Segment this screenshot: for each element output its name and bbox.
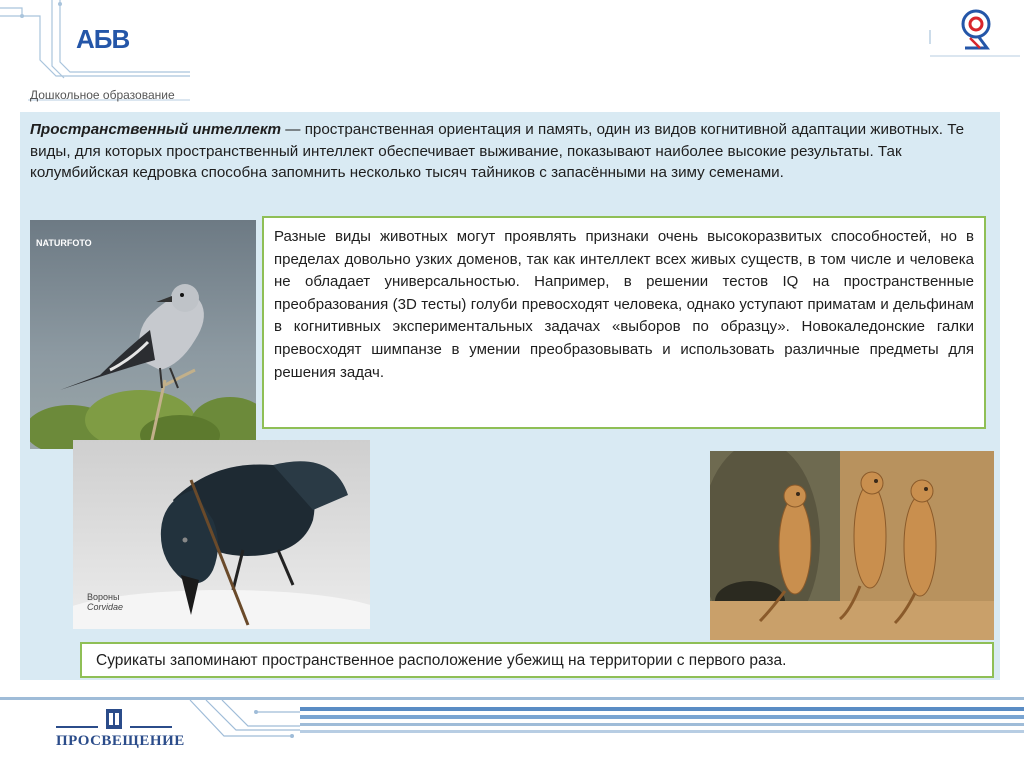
crow-label-ru: Вороны: [87, 592, 120, 602]
nutcracker-photo: [30, 220, 256, 449]
crow-photo: [73, 440, 370, 629]
crow-label-latin: Corvidae: [87, 602, 124, 612]
naturfoto-watermark: NATURFOTO: [36, 238, 92, 248]
publisher-name: ПРОСВЕЩЕНИЕ: [56, 733, 185, 749]
intro-paragraph: [30, 119, 990, 184]
meerkat-caption: Сурикаты запоминают пространственное расположение убежищ на территории с первого раза.: [80, 642, 994, 678]
intro-term: Пространственный интеллект: [30, 121, 282, 138]
abv-logo: АБВ: [76, 24, 130, 54]
prosveshchenie-logo-icon: [52, 705, 176, 733]
header-subtitle: Дошкольное образование: [30, 88, 175, 102]
meerkats-photo: [710, 451, 994, 640]
main-text-box: Разные виды животных могут проявлять признаки очень высокоразвитых способностей, но в пределах довольно узких доменов, так как интеллект всех живых существ, в том числе и человека не обладает универсальностью. Например, в решении тестов IQ на пространственные преобразования (3D тесты) голуби превосходят человека, однако уступают приматам и дельфинам в когнитивных экспериментальных задачах «выборов по образцу». Новокаледонские галки превосходят шимпанзе в умении преобразовывать и использовать различные предметы для решения задач.: [262, 216, 986, 429]
intro-text: — пространственная ориентация и память, один из видов когнитивной адаптации животных. Те виды, для которых пространственный интеллект обеспечивает выживание, показывают наиболее высокие результаты. Так колумбийская кедровка способна запомнить несколько тысяч тайников с запасёнными на зиму семенами.: [30, 121, 965, 181]
emblem-logo-icon: [956, 8, 996, 52]
